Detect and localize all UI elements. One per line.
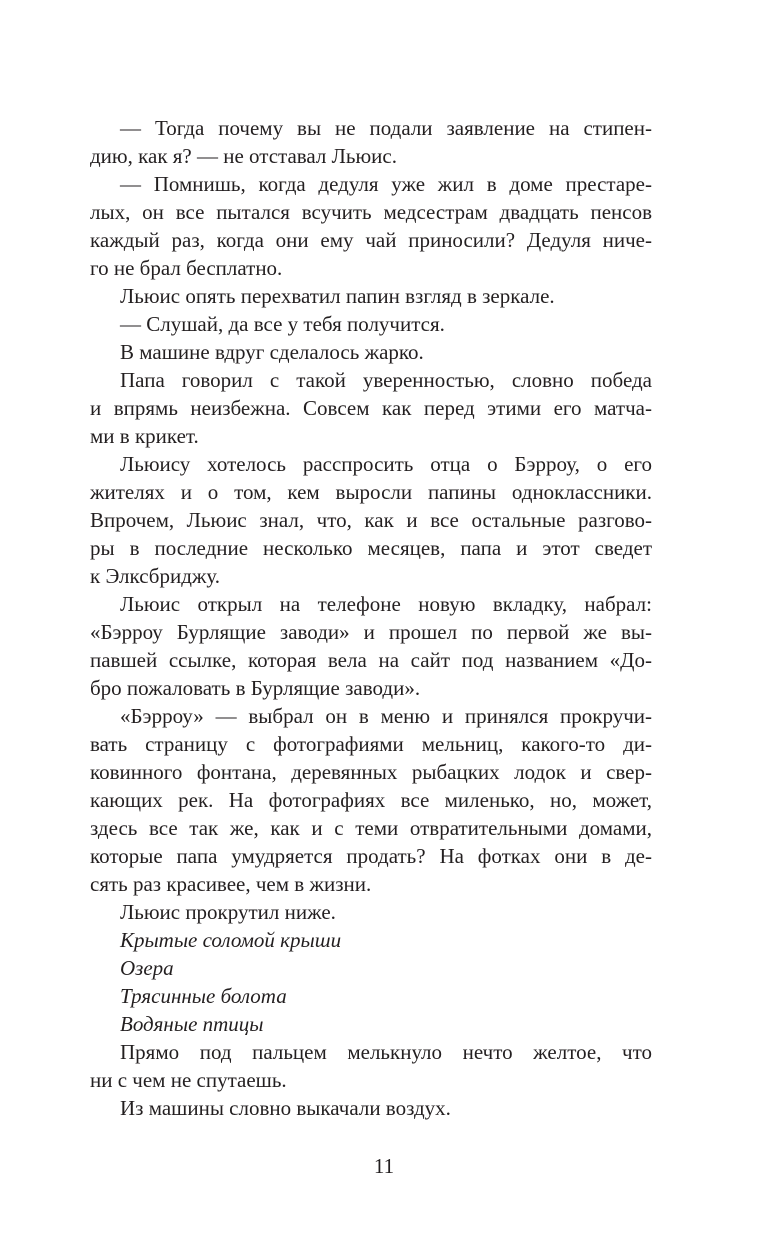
text-line-italic: Крытые соломой крыши [120, 928, 342, 952]
text-line: Льюис опять перехватил папин взгляд в зеркале. [120, 284, 555, 308]
text-line-italic: Озера [120, 956, 174, 980]
text-line: сять раз красивее, чем в жизни. [90, 872, 372, 896]
text-line: ни с чем не спутаешь. [90, 1068, 287, 1092]
text-line: Льюису хотелось расспросить отца о Бэрроу, о его [120, 452, 652, 476]
text-line: ковинного фонтана, деревянных рыбацких лодок и свер- [90, 760, 652, 784]
text-line: павшей ссылке, которая вела на сайт под названием «До- [90, 648, 652, 672]
text-line: го не брал бесплатно. [90, 256, 283, 280]
text-line: — Слушай, да все у тебя получится. [120, 312, 445, 336]
text-line: Льюис прокрутил ниже. [120, 900, 336, 924]
text-line: ми в крикет. [90, 424, 199, 448]
text-line-italic: Водяные птицы [120, 1012, 264, 1036]
text-line: Льюис открыл на телефоне новую вкладку, набрал: [120, 592, 652, 616]
text-line: Из машины словно выкачали воздух. [120, 1096, 451, 1120]
text-line: Впрочем, Льюис знал, что, как и все остальные разгово- [90, 508, 652, 532]
text-line: здесь все так же, как и с теми отвратительными домами, [90, 816, 652, 840]
text-line: кающих рек. На фотографиях все миленько, но, может, [90, 788, 652, 812]
text-line: и впрямь неизбежна. Совсем как перед этими его матча- [90, 396, 652, 420]
text-line: дию, как я? — не отставал Льюис. [90, 144, 397, 168]
page-number: 11 [373, 1154, 395, 1178]
text-line: жителях и о том, кем выросли папины одноклассники. [90, 480, 652, 504]
text-line: «Бэрроу» — выбрал он в меню и принялся прокручи- [120, 704, 652, 728]
text-line: Прямо под пальцем мелькнуло нечто желтое, что [120, 1040, 652, 1064]
text-line: — Помнишь, когда дедуля уже жил в доме престаре- [120, 172, 652, 196]
text-line: бро пожаловать в Бурлящие заводи». [90, 676, 421, 700]
text-line: к Элксбриджу. [90, 564, 221, 588]
text-line: Папа говорил с такой уверенностью, словно победа [120, 368, 652, 392]
text-line: каждый раз, когда они ему чай приносили? Дедуля ниче- [90, 228, 652, 252]
text-line: вать страницу с фотографиями мельниц, какого-то ди- [90, 732, 652, 756]
text-line-italic: Трясинные болота [120, 984, 287, 1008]
text-line: ры в последние несколько месяцев, папа и этот сведет [90, 536, 652, 560]
text-line: лых, он все пытался всучить медсестрам двадцать пенсов [90, 200, 652, 224]
text-line: «Бэрроу Бурлящие заводи» и прошел по первой же вы- [90, 620, 652, 644]
body-text [90, 114, 652, 1122]
text-line: которые папа умудряется продать? На фотках они в де- [90, 844, 652, 868]
text-line: — Тогда почему вы не подали заявление на стипен- [120, 116, 652, 140]
text-line: В машине вдруг сделалось жарко. [120, 340, 424, 364]
